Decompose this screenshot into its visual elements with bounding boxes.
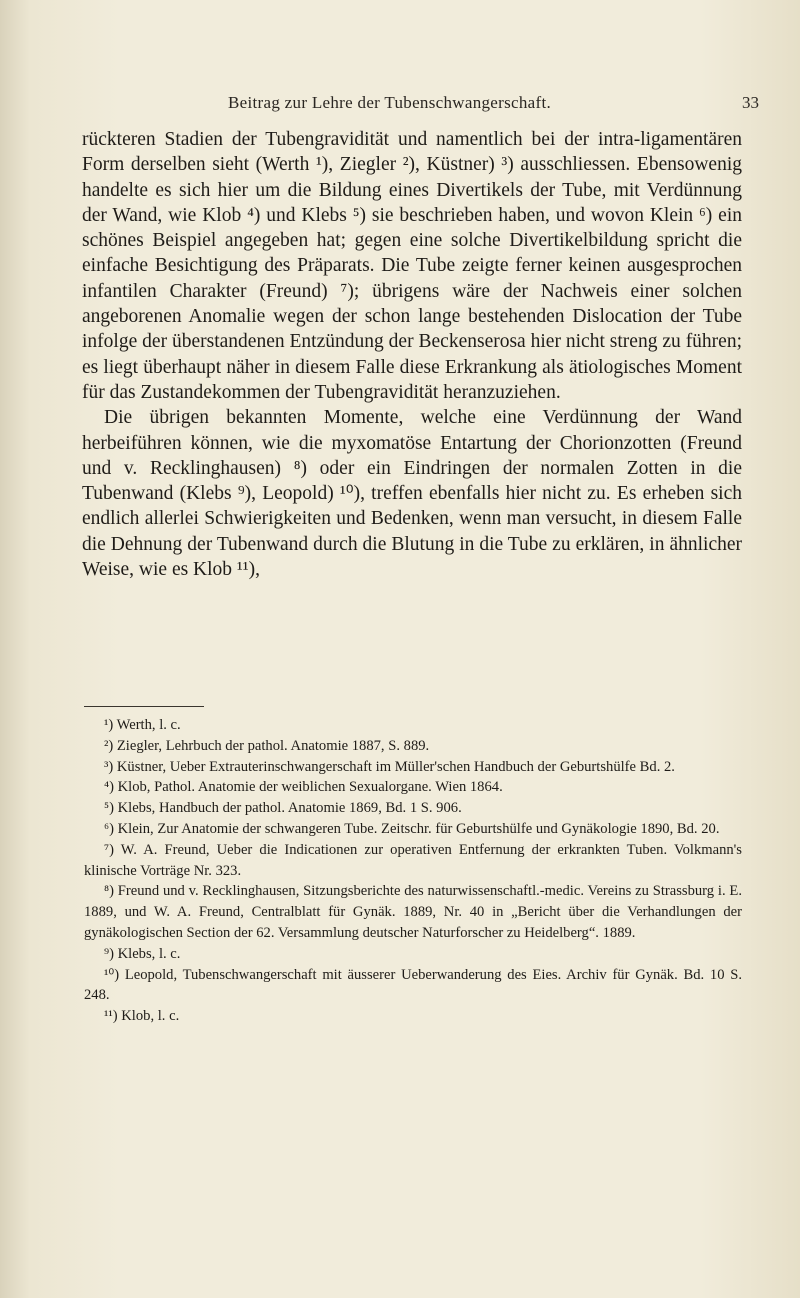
page-number: 33 [742, 93, 759, 112]
main-text [82, 127, 742, 582]
page-header [0, 93, 800, 115]
paragraph: Die übrigen bekannten Momente, welche eine Verdünnung der Wand herbeiführen können, wie die myxomatöse Entartung der Chorionzotten (Freund und v. Recklinghausen) ⁸) oder ein Eindringen der normalen Zotten in die Tubenwand (Klebs ⁹), Leopold) ¹⁰), treffen ebenfalls hier nicht zu. Es erheben sich endlich allerlei Schwierigkeiten und Bedenken, wenn man versucht, in diesem Falle die Dehnung der Tubenwand durch die Blutung in die Tube zu erklären, in ähnlicher Weise, wie es Klob ¹¹), [82, 407, 742, 581]
footnotes [84, 715, 742, 1027]
footnote: ⁵) Klebs, Handbuch der pathol. Anatomie 1869, Bd. 1 S. 906. [104, 800, 462, 817]
footnote: ⁹) Klebs, l. c. [104, 945, 181, 962]
paragraph: rückteren Stadien der Tubengravidität und namentlich bei der intra-ligamentären Form derselben sieht (Werth ¹), Ziegler ²), Küstner) ³) ausschliessen. Ebensowenig handelte es sich hier um die Bildung eines Divertikels der Tube, mit Verdünnung der Wand, wie Klob ⁴) und Klebs ⁵) sie beschrieben haben, und wovon Klein ⁶) ein schönes Beispiel angegeben hat; gegen eine solche Divertikelbildung spricht die einfache Besichtigung des Präparats. Die Tube zeigte ferner keinen ausgesprochen infantilen Charakter (Freund) ⁷); übrigens wäre der Nachweis einer solchen angeborenen Anomalie wegen der schon lange bestehenden Dislocation der Tube infolge der überstandenen Entzündung der Beckenserosa hier nicht streng zu führen; es liegt überhaupt näher in diesem Falle diese Erkrankung als ätiologisches Moment für das Zustandekommen der Tubengravidität heranzuziehen. [82, 129, 742, 403]
footnote: ⁴) Klob, Pathol. Anatomie der weiblichen Sexualorgane. Wien 1864. [104, 779, 503, 796]
footnote: ¹⁰) Leopold, Tubenschwangerschaft mit äusserer Ueberwanderung des Eies. Archiv für Gynäk. Bd. 10 S. 248. [84, 966, 742, 1004]
footnote: ²) Ziegler, Lehrbuch der pathol. Anatomie 1887, S. 889. [104, 737, 430, 754]
footnote: ⁸) Freund und v. Recklinghausen, Sitzungsberichte des naturwissenschaftl.-medic. Vereins zu Strassburg i. E. 1889, und W. A. Freund, Centralblatt für Gynäk. 1889, Nr. 40 in „Bericht über die Verhandlungen der gynäkologischen Section der 62. Versammlung deutscher Naturforscher zu Heidelberg“. 1889. [84, 883, 742, 941]
footnote: ¹¹) Klob, l. c. [104, 1008, 180, 1025]
footnote: ³) Küstner, Ueber Extrauterinschwangerschaft im Müller'schen Handbuch der Geburtshülfe Bd. 2. [104, 758, 675, 775]
footnote: ⁷) W. A. Freund, Ueber die Indicationen zur operativen Entfernung der erkrankten Tuben. Volkmann's klinische Vorträge Nr. 323. [84, 841, 742, 879]
running-title: Beitrag zur Lehre der Tubenschwangerschaft. [228, 93, 552, 112]
footnote: ¹) Werth, l. c. [104, 717, 181, 733]
footnote-divider [84, 706, 204, 707]
footnote: ⁶) Klein, Zur Anatomie der schwangeren Tube. Zeitschr. für Geburtshülfe und Gynäkologie 1890, Bd. 20. [104, 820, 720, 837]
